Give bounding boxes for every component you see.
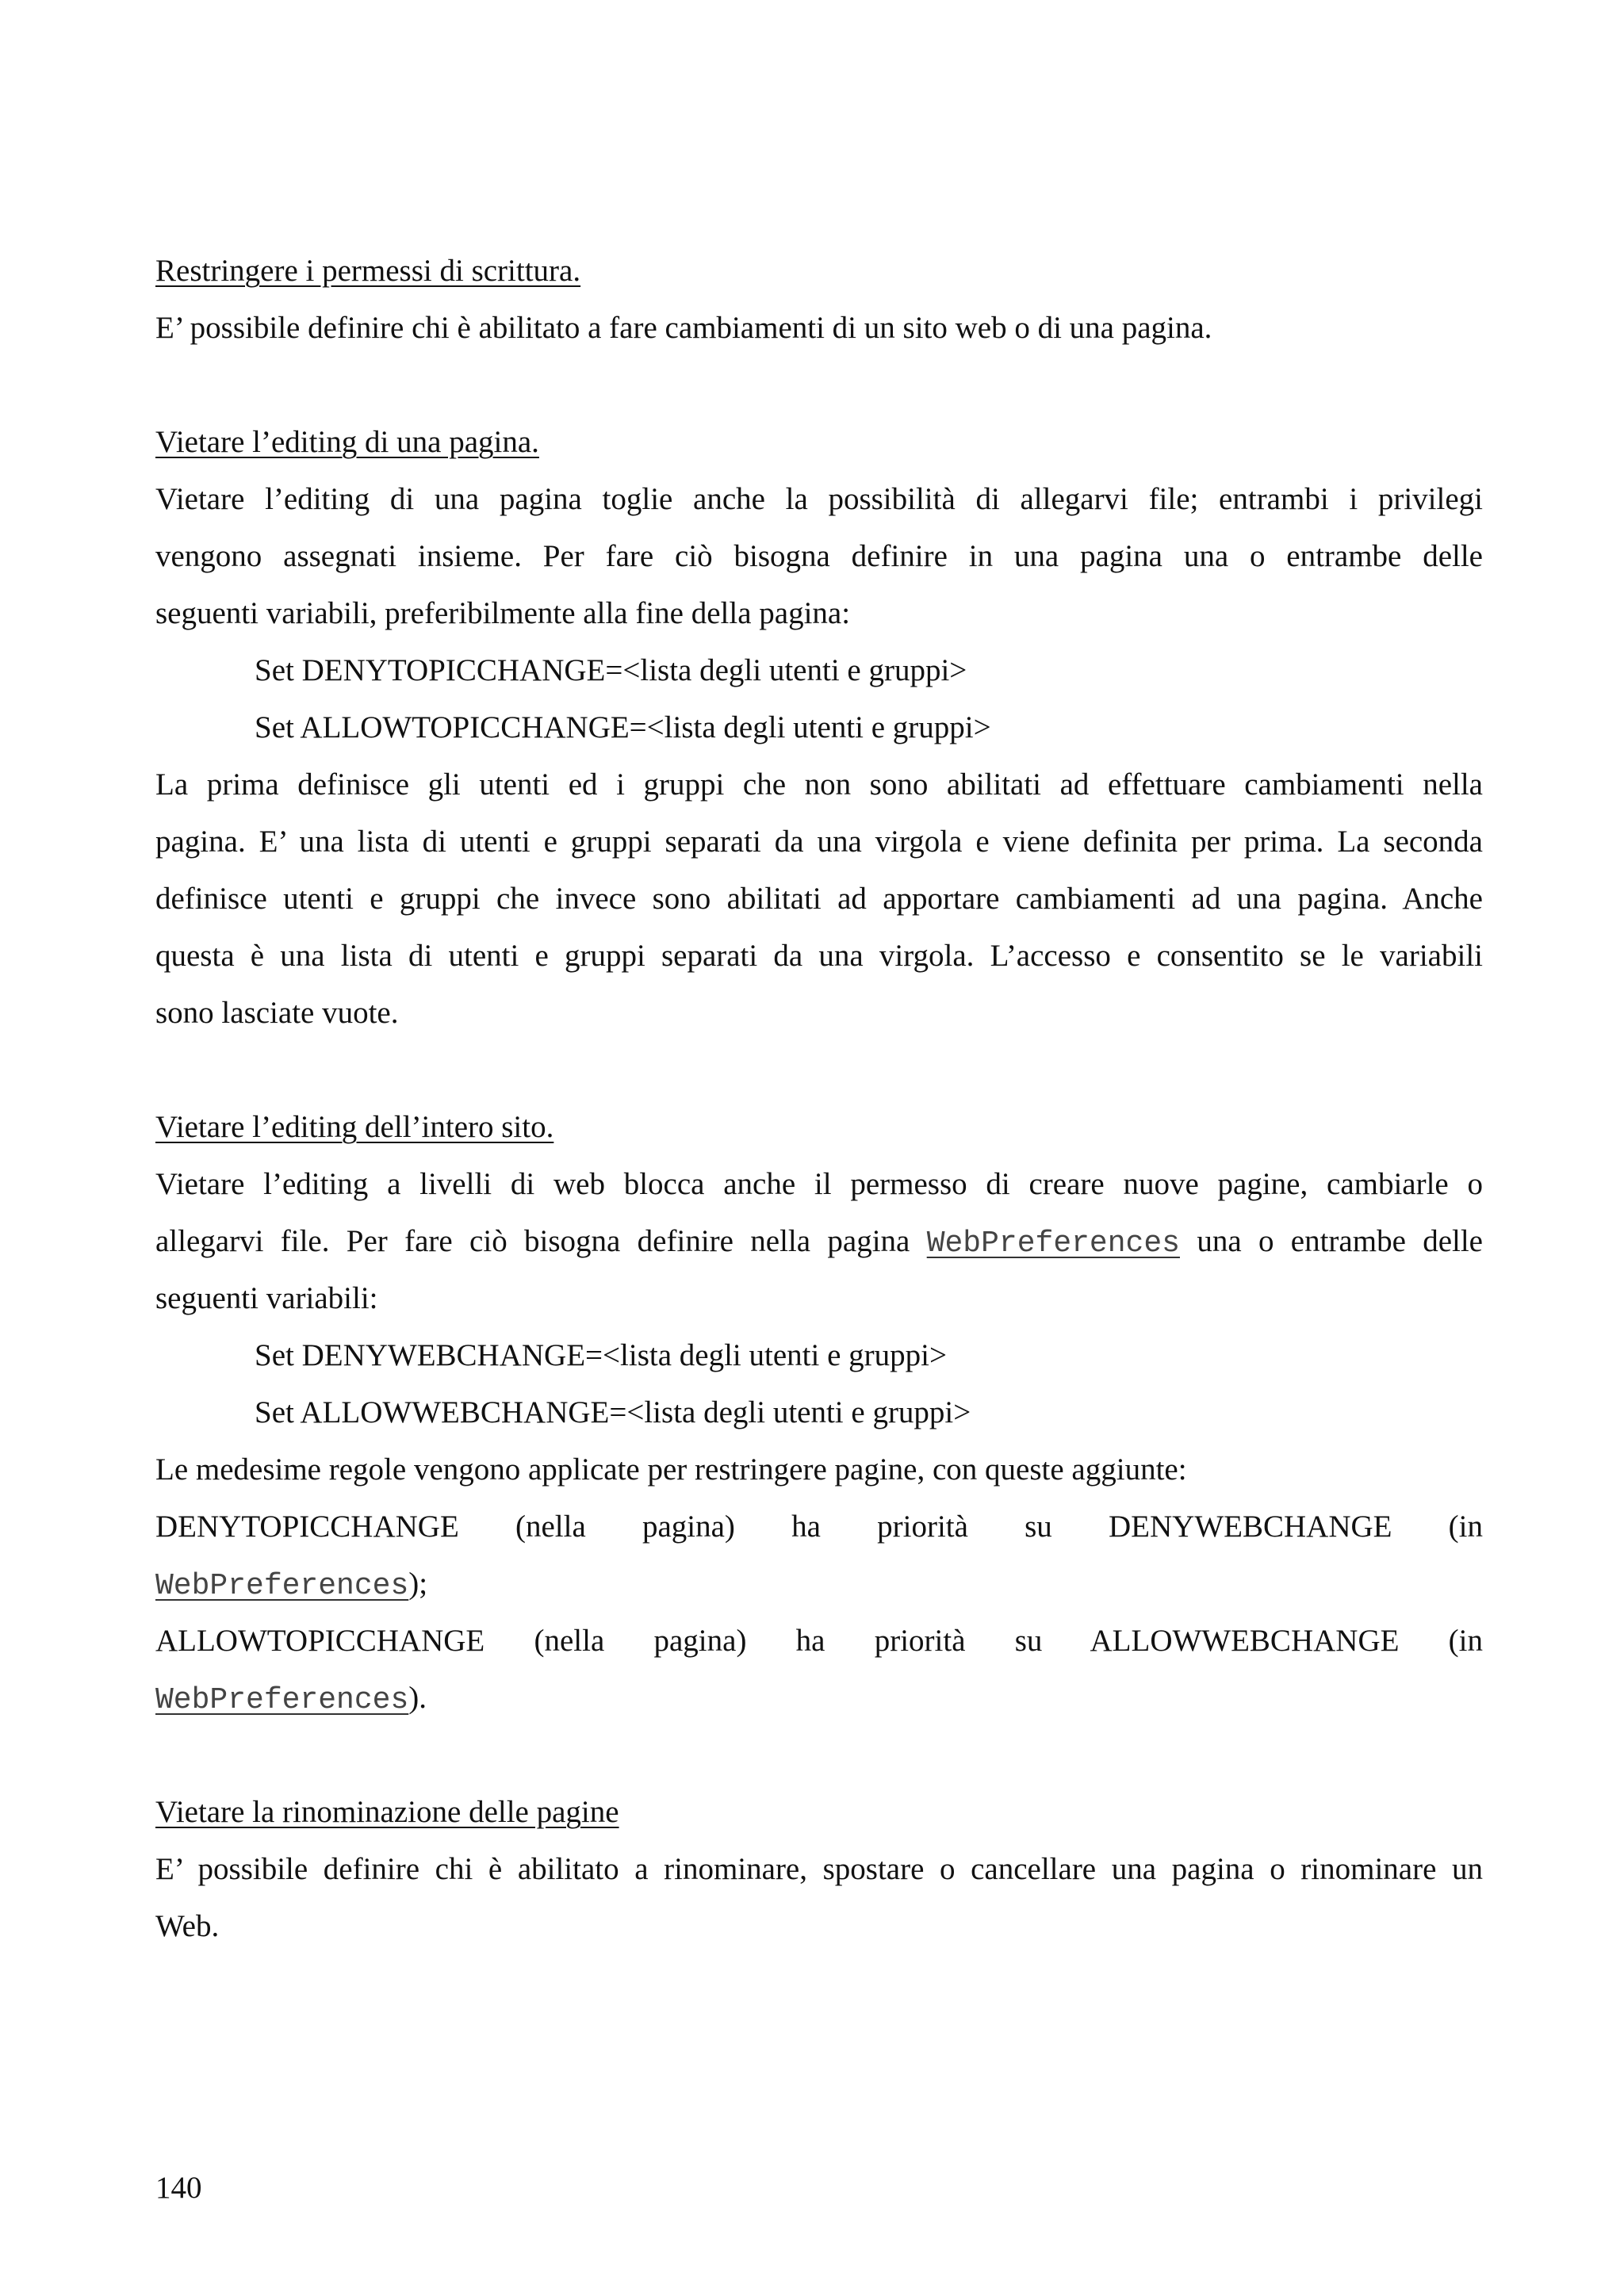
section-heading-deny-rename (155, 1793, 619, 1831)
text-run: ). (408, 1681, 427, 1715)
paragraph-line: seguenti variabili, preferibilmente alla fine della pagina: (155, 596, 851, 630)
rule-line-continuation (155, 1679, 427, 1720)
rule-line: DENYTOPICCHANGE (nella pagina) ha priorità su DENYWEBCHANGE (in (155, 1510, 1483, 1544)
text-run: ); (408, 1567, 428, 1601)
variable-definition: Set ALLOWTOPICCHANGE=<lista degli utenti e gruppi> (255, 710, 991, 744)
paragraph-line: definisce utenti e gruppi che invece sono abilitati ad apportare cambiamenti ad una pagina. Anche (155, 882, 1483, 916)
webpreferences-link[interactable]: WebPreferences (155, 1569, 409, 1603)
paragraph-line: Web. (155, 1909, 220, 1943)
rule-line: ALLOWTOPICCHANGE (nella pagina) ha priorità su ALLOWWEBCHANGE (in (155, 1624, 1483, 1658)
document-page (155, 0, 1483, 2296)
paragraph-line: Vietare l’editing a livelli di web blocca anche il permesso di creare nuove pagine, cambiarle o (155, 1167, 1483, 1201)
paragraph-line: Vietare l’editing di una pagina toglie anche la possibilità di allegarvi file; entrambi i privilegi (155, 482, 1483, 516)
heading-text: Restringere i permessi di scrittura. (155, 254, 581, 288)
variable-definition: Set DENYWEBCHANGE=<lista degli utenti e gruppi> (255, 1338, 947, 1372)
paragraph-line: seguenti variabili: (155, 1281, 378, 1315)
section-heading-deny-site (155, 1108, 553, 1146)
paragraph-line: E’ possibile definire chi è abilitato a fare cambiamenti di un sito web o di una pagina. (155, 311, 1212, 345)
paragraph-line: E’ possibile definire chi è abilitato a rinominare, spostare o cancellare una pagina o rinominare un (155, 1852, 1483, 1886)
webpreferences-link[interactable]: WebPreferences (155, 1683, 409, 1717)
paragraph-line (155, 1223, 1483, 1263)
heading-text: Vietare la rinominazione delle pagine (155, 1795, 619, 1829)
paragraph-line: vengono assegnati insieme. Per fare ciò bisogna definire in una pagina una o entrambe delle (155, 539, 1483, 573)
heading-text: Vietare l’editing dell’intero sito. (155, 1110, 554, 1144)
heading-text: Vietare l’editing di una pagina. (155, 425, 539, 459)
paragraph-line: Le medesime regole vengono applicate per restringere pagine, con queste aggiunte: (155, 1452, 1187, 1487)
paragraph-line: questa è una lista di utenti e gruppi separati da una virgola. L’accesso e consentito se le variabili (155, 939, 1483, 973)
page-number: 140 (155, 2171, 202, 2205)
section-heading-write-permissions (155, 252, 580, 290)
webpreferences-link[interactable]: WebPreferences (926, 1226, 1180, 1261)
text-run: allegarvi file. Per fare ciò bisogna definire nella pagina (155, 1224, 910, 1258)
section-heading-deny-page (155, 423, 539, 461)
variable-definition: Set ALLOWWEBCHANGE=<lista degli utenti e gruppi> (255, 1395, 971, 1429)
rule-line-continuation (155, 1565, 427, 1605)
paragraph-line: sono lasciate vuote. (155, 996, 399, 1030)
paragraph-line: pagina. E’ una lista di utenti e gruppi separati da una virgola e viene definita per prima. La seconda (155, 825, 1483, 859)
variable-definition: Set DENYTOPICCHANGE=<lista degli utenti e gruppi> (255, 653, 967, 687)
paragraph-line: La prima definisce gli utenti ed i gruppi che non sono abilitati ad effettuare cambiamenti nella (155, 767, 1483, 802)
text-run: una o entrambe delle (1197, 1224, 1483, 1258)
